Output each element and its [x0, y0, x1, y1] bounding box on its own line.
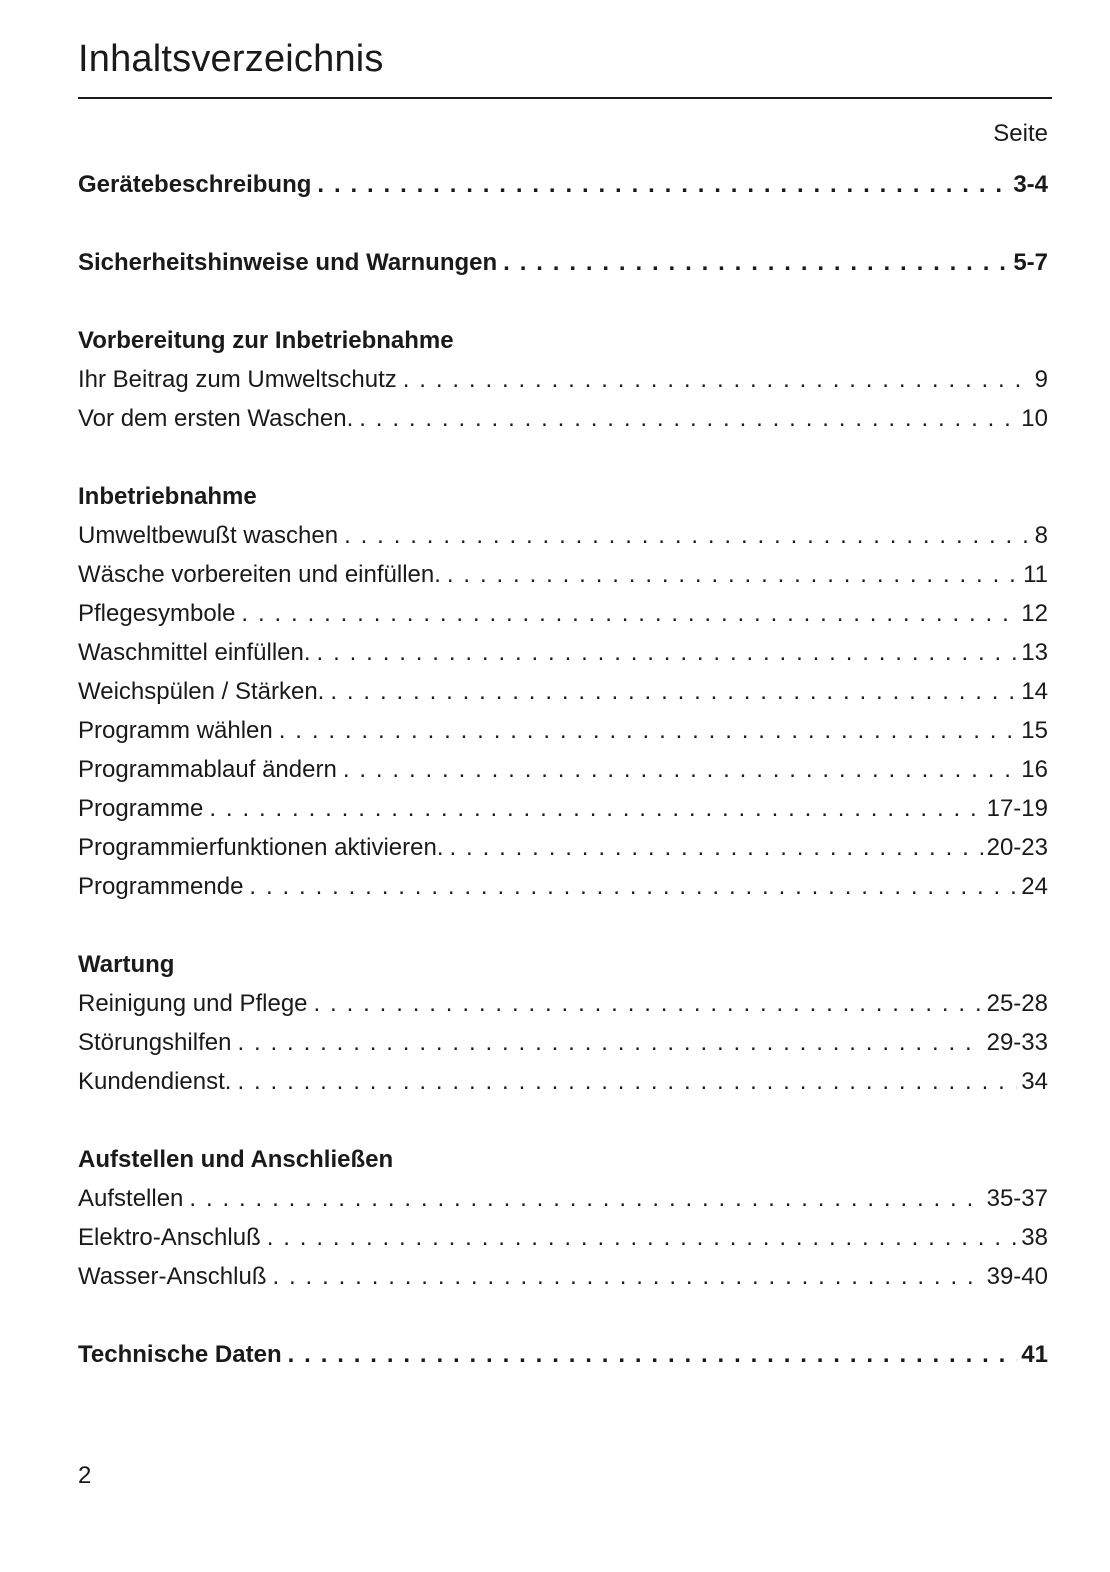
toc-entry[interactable]	[78, 750, 1048, 789]
dot-leader	[209, 789, 982, 828]
toc-entry-label: Programmablauf ändern	[78, 756, 337, 783]
toc-entry[interactable]	[78, 516, 1048, 555]
toc-section	[78, 1335, 1048, 1374]
dot-leader	[330, 672, 1017, 711]
dot-leader	[343, 750, 1017, 789]
toc-entry-page: 14	[1021, 678, 1048, 705]
dot-leader	[503, 243, 1009, 282]
toc-entry-label: Wasser-Anschluß	[78, 1263, 267, 1290]
toc-entry-page: 13	[1021, 639, 1048, 666]
toc-entry-page: 38	[1021, 1224, 1048, 1251]
toc-section-heading: Vorbereitung zur Inbetriebnahme	[78, 327, 454, 354]
dot-leader	[249, 867, 1017, 906]
dot-leader	[241, 594, 1017, 633]
toc-entry-label: Umweltbewußt waschen	[78, 522, 339, 549]
toc-entry[interactable]	[78, 711, 1048, 750]
toc-section	[78, 165, 1048, 204]
toc-entry-page: 39-40	[986, 1263, 1048, 1290]
toc-entry[interactable]	[78, 867, 1048, 906]
toc-entry-page: 17-19	[986, 795, 1048, 822]
page-number: 2	[78, 1462, 92, 1489]
toc-section-heading: Aufstellen und Anschließen	[78, 1146, 394, 1173]
toc-section	[78, 477, 1048, 906]
toc-entry[interactable]	[78, 1179, 1048, 1218]
toc-entry[interactable]	[78, 594, 1048, 633]
toc-entry-page: 41	[1021, 1341, 1048, 1368]
dot-leader	[447, 555, 1019, 594]
dot-leader	[267, 1218, 1018, 1257]
toc-entry-page: 35-37	[986, 1185, 1048, 1212]
toc-entry-label: Programmende	[78, 873, 244, 900]
toc-entry-page: 20-23	[986, 834, 1048, 861]
toc-entry[interactable]	[78, 165, 1048, 204]
toc-entry-label: Weichspülen / Stärken.	[78, 678, 325, 705]
toc-section	[78, 945, 1048, 1101]
toc-entry[interactable]	[78, 1023, 1048, 1062]
toc-entry[interactable]	[78, 828, 1048, 867]
toc-entry-page: 24	[1021, 873, 1048, 900]
dot-leader	[359, 399, 1017, 438]
toc-entry-label: Aufstellen	[78, 1185, 184, 1212]
dot-leader	[237, 1023, 982, 1062]
page-title: Inhaltsverzeichnis	[78, 38, 384, 80]
toc-entry-page: 15	[1021, 717, 1048, 744]
toc-entry[interactable]	[78, 672, 1048, 711]
toc-entry[interactable]	[78, 984, 1048, 1023]
dot-leader	[344, 516, 1031, 555]
toc-entry-label: Kundendienst.	[78, 1068, 232, 1095]
dot-leader	[279, 711, 1018, 750]
toc-entry-label: Programm wählen	[78, 717, 273, 744]
dot-leader	[189, 1179, 982, 1218]
toc-entry-label: Gerätebeschreibung	[78, 171, 312, 198]
toc-section-heading: Inbetriebnahme	[78, 483, 257, 510]
toc-entry[interactable]	[78, 1335, 1048, 1374]
toc-entry-label: Reinigung und Pflege	[78, 990, 308, 1017]
dot-leader	[403, 360, 1031, 399]
toc-entry-label: Wäsche vorbereiten und einfüllen.	[78, 561, 441, 588]
dot-leader	[237, 1062, 1017, 1101]
toc-entry-label: Technische Daten	[78, 1341, 282, 1368]
dot-leader	[317, 633, 1018, 672]
toc-entry-page: 16	[1021, 756, 1048, 783]
title-divider	[78, 97, 1052, 99]
toc-entry-page: 5-7	[1013, 249, 1048, 276]
toc-entry-page: 11	[1023, 561, 1048, 588]
toc-entry-label: Programme	[78, 795, 204, 822]
toc-entry-page: 9	[1034, 366, 1048, 393]
table-of-contents	[78, 165, 1048, 1374]
toc-entry-page: 3-4	[1013, 171, 1048, 198]
toc-section	[78, 321, 1048, 438]
toc-entry-label: Ihr Beitrag zum Umweltschutz	[78, 366, 397, 393]
toc-section	[78, 243, 1048, 282]
page-column-header: Seite	[993, 120, 1048, 147]
toc-entry-page: 12	[1021, 600, 1048, 627]
toc-entry-page: 25-28	[986, 990, 1048, 1017]
toc-entry-page: 10	[1021, 405, 1048, 432]
toc-entry-page: 34	[1021, 1068, 1048, 1095]
toc-entry-page: 8	[1034, 522, 1048, 549]
toc-entry[interactable]	[78, 555, 1048, 594]
toc-entry-label: Vor dem ersten Waschen.	[78, 405, 354, 432]
dot-leader	[272, 1257, 982, 1296]
toc-entry[interactable]	[78, 1218, 1048, 1257]
dot-leader	[450, 828, 983, 867]
toc-entry[interactable]	[78, 399, 1048, 438]
toc-entry[interactable]	[78, 1062, 1048, 1101]
toc-entry[interactable]	[78, 1257, 1048, 1296]
dot-leader	[288, 1335, 1018, 1374]
toc-entry-label: Elektro-Anschluß	[78, 1224, 261, 1251]
toc-entry[interactable]	[78, 360, 1048, 399]
toc-entry[interactable]	[78, 789, 1048, 828]
toc-entry-label: Sicherheitshinweise und Warnungen	[78, 249, 498, 276]
toc-section	[78, 1140, 1048, 1296]
toc-entry-label: Störungshilfen	[78, 1029, 232, 1056]
toc-entry[interactable]	[78, 633, 1048, 672]
toc-entry-page: 29-33	[986, 1029, 1048, 1056]
toc-entry-label: Programmierfunktionen aktivieren.	[78, 834, 444, 861]
dot-leader	[317, 165, 1009, 204]
toc-entry[interactable]	[78, 243, 1048, 282]
toc-section-heading: Wartung	[78, 951, 175, 978]
toc-entry-label: Waschmittel einfüllen.	[78, 639, 311, 666]
dot-leader	[314, 984, 983, 1023]
toc-entry-label: Pflegesymbole	[78, 600, 236, 627]
